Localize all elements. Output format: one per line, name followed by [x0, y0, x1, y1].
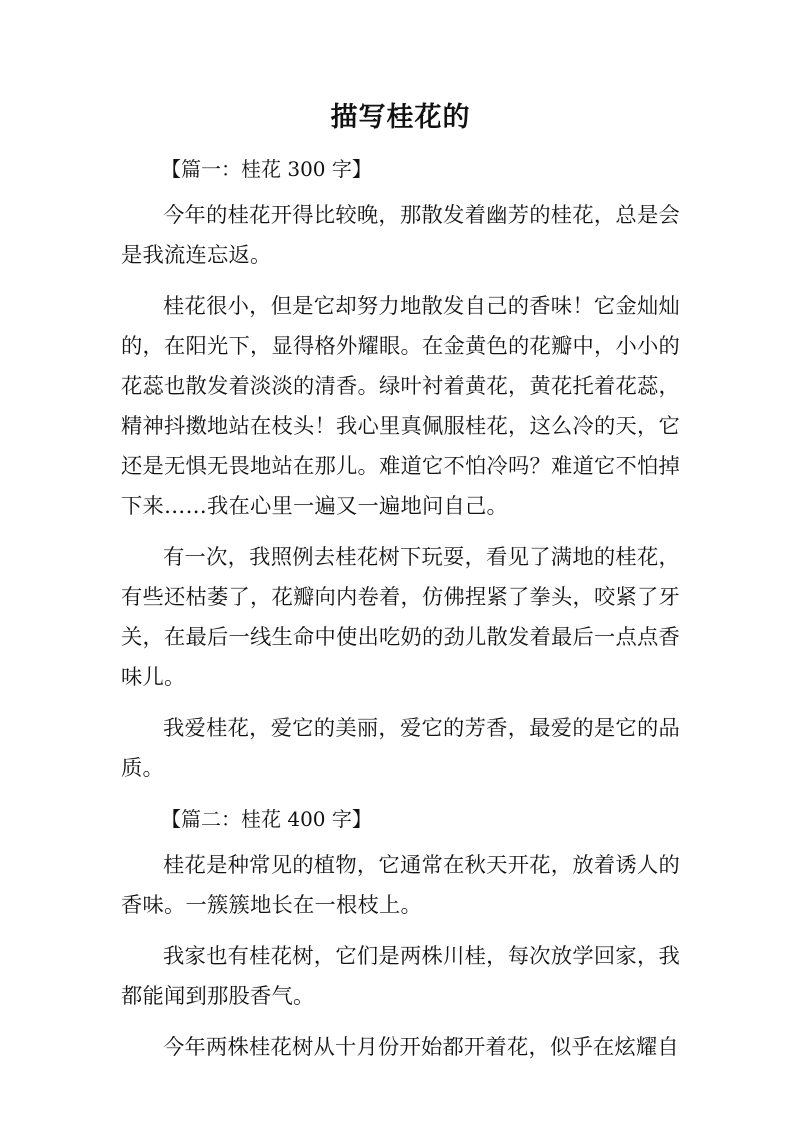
paragraph: 今年两株桂花树从十月份开始都开着花，似乎在炫耀自 [163, 1035, 679, 1060]
section-heading-1: 【篇一：桂花 300 字】 [161, 157, 372, 181]
paragraph: 有一次，我照例去桂花树下玩耍，看见了满地的桂花，有些还枯萎了，花瓣向内卷着，仿佛捏紧了拳头，咬紧了牙关，在最后一线生命中使出吃奶的劲儿散发着最后一点点香味儿。 [121, 545, 680, 690]
paragraph: 我爱桂花，爱它的美丽，爱它的芳香，最爱的是它的品质。 [121, 716, 680, 781]
paragraph: 桂花很小，但是它却努力地散发自己的香味！它金灿灿的，在阳光下，显得格外耀眼。在金黄色的花瓣中，小小的花蕊也散发着淡淡的清香。绿叶衬着黄花，黄花托着花蕊，精神抖擞地站在枝头！我心里真佩服桂花，这么冷的天，它还是无惧无畏地站在那儿。难道它不怕冷吗？难道它不怕掉下来……我在心里一遍又一遍地问自己。 [121, 294, 680, 519]
section-heading-2: 【篇二：桂花 400 字】 [161, 807, 372, 831]
paragraph: 我家也有桂花树，它们是两株川桂，每次放学回家，我都能闻到那股香气。 [121, 944, 680, 1009]
paragraph: 桂花是种常见的植物，它通常在秋天开花，放着诱人的香味。一簇簇地长在一根枝上。 [121, 853, 680, 918]
document-title: 描写桂花的 [330, 102, 471, 133]
paragraph: 今年的桂花开得比较晚，那散发着幽芳的桂花，总是会是我流连忘返。 [121, 203, 680, 268]
